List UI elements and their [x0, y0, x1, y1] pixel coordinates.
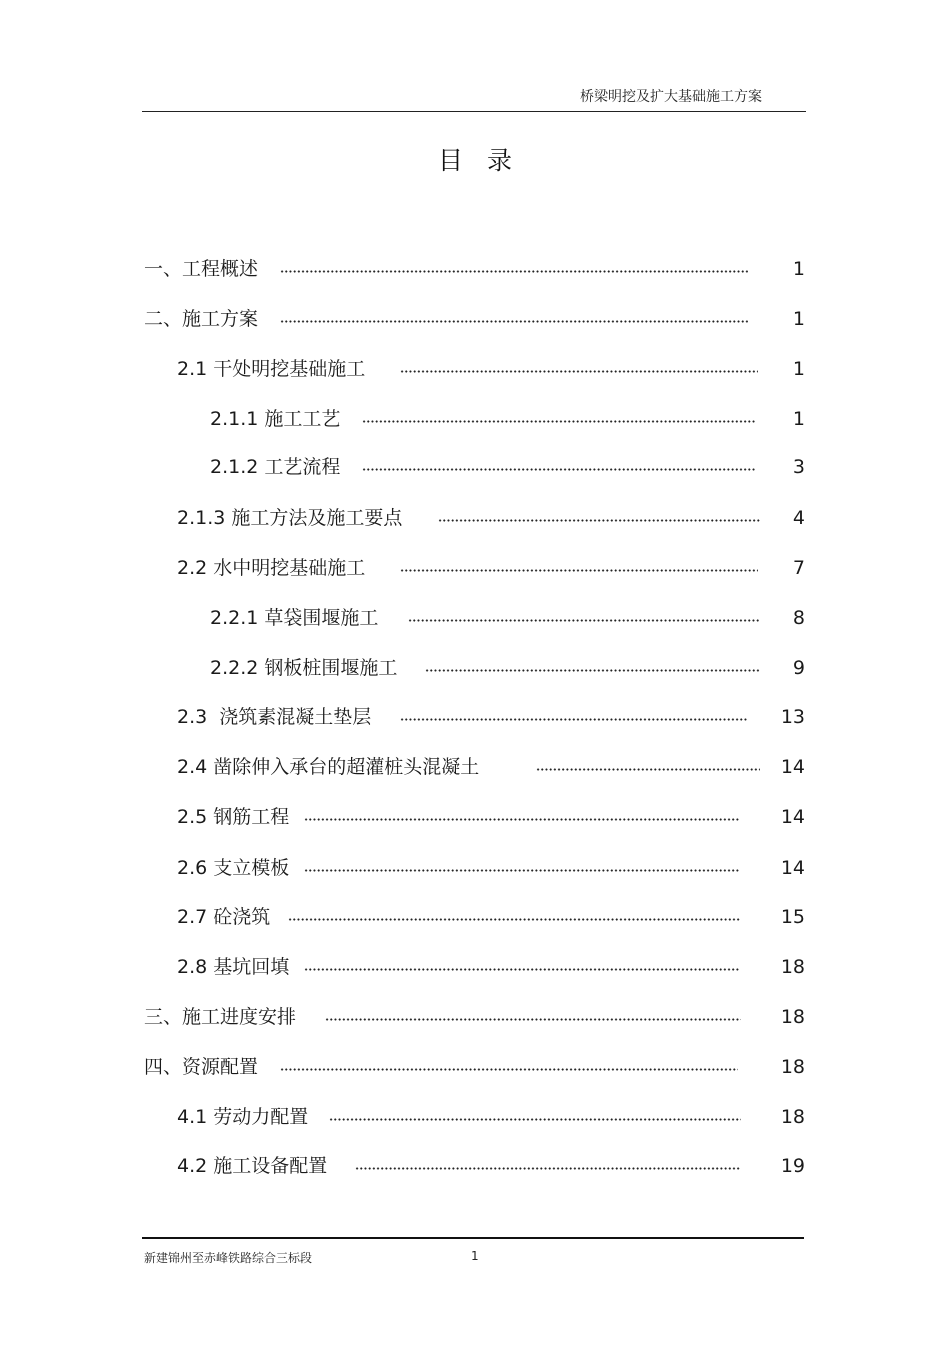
toc-entry-number: 2.5	[177, 806, 208, 828]
toc-entry[interactable]	[0, 853, 950, 883]
toc-entry-label: 三、施工进度安排	[144, 1006, 297, 1028]
toc-dot-leader	[400, 370, 758, 373]
toc-dot-leader	[425, 669, 760, 672]
toc-dot-leader	[362, 420, 755, 423]
toc-entry-label: 施工设备配置	[213, 1155, 328, 1177]
toc-entry-label: 水中明挖基础施工	[213, 557, 366, 579]
toc-entry-label: 施工方法及施工要点	[231, 507, 403, 529]
toc-entry-page: 18	[780, 1106, 805, 1128]
header-divider	[142, 111, 806, 112]
toc-entry-page: 15	[780, 906, 805, 928]
toc-entry-label: 浇筑素混凝土垫层	[219, 706, 372, 728]
toc-entry[interactable]	[0, 304, 950, 334]
toc-entry-label: 四、资源配置	[144, 1056, 259, 1078]
toc-entry[interactable]	[0, 1151, 950, 1181]
toc-entry-page: 8	[792, 607, 805, 629]
toc-dot-leader	[280, 320, 748, 323]
toc-entry-page: 14	[780, 806, 805, 828]
toc-entry-number: 2.1	[177, 358, 208, 380]
running-header-title: 桥梁明挖及扩大基础施工方案	[580, 89, 762, 105]
toc-entry-label: 钢筋工程	[213, 806, 290, 828]
toc-entry-number: 2.4	[177, 756, 208, 778]
toc-entry-label: 基坑回填	[213, 956, 290, 978]
toc-entry[interactable]	[0, 354, 950, 384]
toc-entry[interactable]	[0, 752, 950, 782]
toc-entry-label: 劳动力配置	[213, 1106, 309, 1128]
toc-dot-leader	[438, 519, 760, 522]
footer-page-number: 1	[471, 1249, 479, 1263]
toc-entry-label: 草袋围堰施工	[264, 607, 379, 629]
toc-entry-number: 4.1	[177, 1106, 208, 1128]
toc-entry-page: 3	[792, 456, 805, 478]
toc-entry[interactable]	[0, 802, 950, 832]
toc-entry-number: 2.2.2	[210, 657, 259, 679]
toc-entry[interactable]	[0, 952, 950, 982]
toc-entry[interactable]	[0, 702, 950, 732]
toc-entry[interactable]	[0, 1102, 950, 1132]
toc-dot-leader	[400, 569, 758, 572]
toc-entry-page: 9	[792, 657, 805, 679]
toc-entry-page: 18	[780, 1006, 805, 1028]
toc-entry[interactable]	[0, 603, 950, 633]
toc-dot-leader	[400, 718, 748, 721]
toc-entry-page: 4	[792, 507, 805, 529]
toc-entry-label: 工艺流程	[264, 456, 341, 478]
toc-entry-page: 1	[792, 358, 805, 380]
toc-entry-number: 4.2	[177, 1155, 208, 1177]
toc-dot-leader	[304, 818, 740, 821]
footer-divider	[142, 1237, 804, 1239]
toc-dot-leader	[304, 869, 740, 872]
toc-dot-leader	[325, 1018, 741, 1021]
toc-entry-number: 2.7	[177, 906, 208, 928]
toc-dot-leader	[362, 468, 755, 471]
toc-dot-leader	[288, 918, 740, 921]
toc-entry-page: 14	[780, 857, 805, 879]
toc-entry-page: 7	[792, 557, 805, 579]
toc-entry[interactable]	[0, 653, 950, 683]
toc-dot-leader	[280, 1068, 738, 1071]
toc-entry-number: 2.2.1	[210, 607, 259, 629]
toc-entry[interactable]	[0, 452, 950, 482]
toc-entry-page: 18	[780, 956, 805, 978]
toc-dot-leader	[536, 768, 760, 771]
toc-entry-label: 钢板桩围堰施工	[264, 657, 398, 679]
toc-entry-label: 一、工程概述	[144, 258, 259, 280]
toc-dot-leader	[304, 968, 740, 971]
toc-entry[interactable]	[0, 404, 950, 434]
toc-entry-label: 砼浇筑	[213, 906, 271, 928]
toc-heading: 目录	[437, 146, 536, 175]
toc-dot-leader	[408, 619, 760, 622]
toc-entry-page: 13	[780, 706, 805, 728]
toc-entry-number: 2.8	[177, 956, 208, 978]
toc-entry[interactable]	[0, 1002, 950, 1032]
toc-entry-number: 2.6	[177, 857, 208, 879]
toc-dot-leader	[280, 270, 748, 273]
toc-entry[interactable]	[0, 902, 950, 932]
toc-entry-number: 2.1.2	[210, 456, 259, 478]
toc-dot-leader	[329, 1118, 741, 1121]
toc-entry-number: 2.2	[177, 557, 208, 579]
toc-entry-page: 1	[792, 408, 805, 430]
toc-entry-page: 1	[792, 308, 805, 330]
toc-entry-number: 2.1.1	[210, 408, 259, 430]
toc-entry-number: 2.1.3	[177, 507, 226, 529]
toc-entry-number: 2.3	[177, 706, 208, 728]
toc-entry-label: 支立模板	[213, 857, 290, 879]
toc-entry-page: 18	[780, 1056, 805, 1078]
toc-entry-label: 凿除伸入承台的超灌桩头混凝土	[213, 756, 480, 778]
toc-entry-label: 施工工艺	[264, 408, 341, 430]
toc-entry-page: 1	[792, 258, 805, 280]
footer-project-name: 新建锦州至赤峰铁路综合三标段	[144, 1251, 313, 1265]
toc-entry-label: 二、施工方案	[144, 308, 259, 330]
toc-dot-leader	[355, 1167, 741, 1170]
toc-entry[interactable]	[0, 553, 950, 583]
toc-entry[interactable]	[0, 1052, 950, 1082]
toc-entry[interactable]	[0, 503, 950, 533]
toc-entry-page: 19	[780, 1155, 805, 1177]
toc-entry[interactable]	[0, 254, 950, 284]
toc-entry-page: 14	[780, 756, 805, 778]
toc-entry-label: 干处明挖基础施工	[213, 358, 366, 380]
